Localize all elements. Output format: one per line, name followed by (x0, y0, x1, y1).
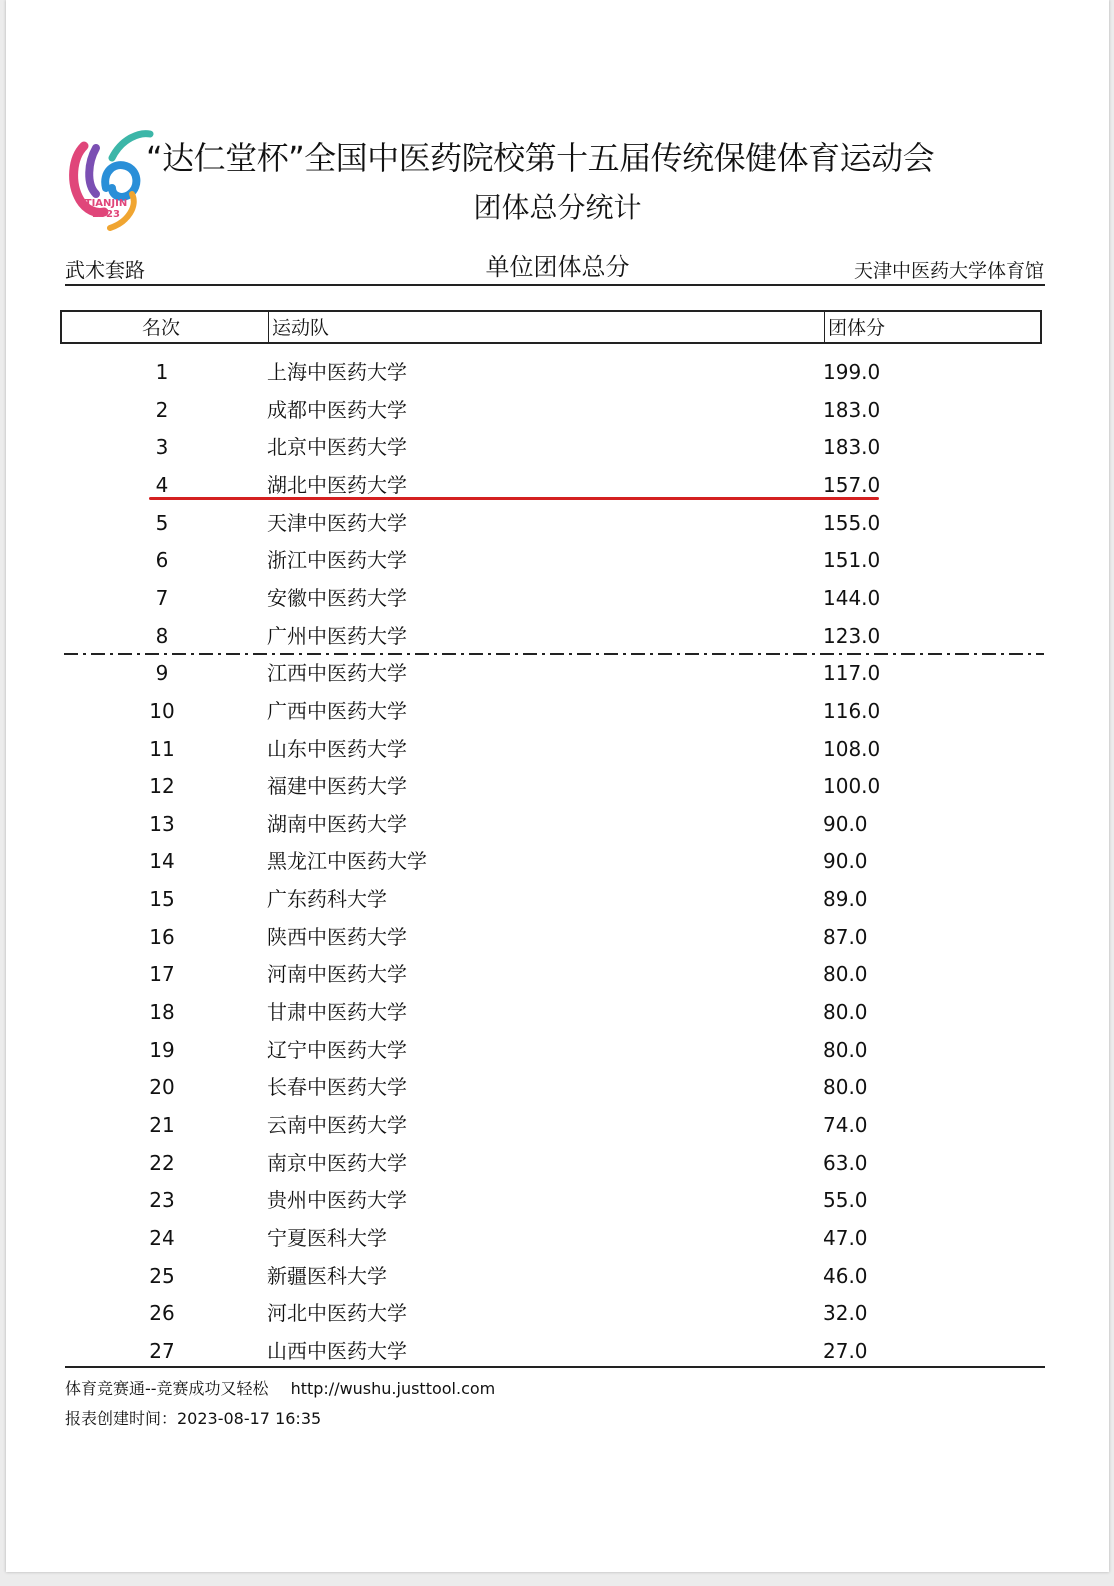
table-row (6, 621, 1109, 651)
col-header-rank: 名次 (142, 317, 181, 339)
col-header-team: 运动队 (272, 317, 330, 339)
cell-rank: 6 (155, 548, 169, 573)
cell-rank: 2 (155, 397, 169, 422)
cell-rank: 12 (149, 774, 175, 799)
table-row (6, 545, 1109, 575)
table-row (6, 1223, 1109, 1253)
cell-score: 144.0 (823, 585, 881, 610)
cell-team: 南京中医药大学 (267, 1150, 407, 1175)
cell-rank: 21 (149, 1113, 175, 1137)
col-header-score: 团体分 (828, 317, 886, 339)
logo-city: TIANJIN (84, 198, 128, 209)
cell-score: 63.0 (823, 1150, 868, 1175)
cell-rank: 10 (149, 698, 175, 723)
cell-team: 广西中医药大学 (267, 698, 407, 723)
page-subtitle: 团体总分统计 (473, 191, 642, 224)
table-row (6, 470, 1109, 500)
cell-rank: 1 (155, 360, 169, 384)
table-row (6, 959, 1109, 989)
logo-year: 2023 (92, 209, 120, 220)
table-row (6, 508, 1109, 538)
cell-score: 27.0 (823, 1338, 868, 1363)
cell-score: 55.0 (823, 1188, 868, 1213)
cell-score: 74.0 (823, 1113, 868, 1137)
cell-score: 183.0 (823, 435, 881, 460)
cell-team: 贵州中医药大学 (267, 1188, 407, 1213)
cell-rank: 7 (155, 585, 169, 610)
cell-rank: 25 (149, 1263, 175, 1288)
cell-score: 157.0 (823, 472, 881, 497)
cell-team: 江西中医药大学 (267, 661, 407, 686)
cell-rank: 27 (149, 1338, 175, 1363)
cell-team: 山东中医药大学 (267, 736, 407, 761)
document-page (6, 0, 1109, 1572)
cell-rank: 18 (149, 1000, 175, 1025)
table-row (6, 922, 1109, 952)
cell-team: 黑龙江中医药大学 (267, 849, 427, 874)
cell-team: 成都中医药大学 (267, 397, 407, 422)
cell-team: 安徽中医药大学 (267, 585, 407, 610)
cell-rank: 24 (149, 1225, 175, 1250)
table-row (6, 583, 1109, 613)
cell-rank: 11 (149, 736, 175, 761)
cell-rank: 8 (155, 623, 169, 648)
cell-team: 河北中医药大学 (267, 1301, 407, 1326)
cell-team: 宁夏医科大学 (267, 1225, 387, 1250)
cell-rank: 15 (149, 887, 175, 912)
cell-team: 湖南中医药大学 (267, 811, 407, 836)
table-row (6, 809, 1109, 839)
footer-url: http://wushu.justtool.com (290, 1379, 496, 1398)
col-divider (824, 312, 825, 342)
table-row (6, 1072, 1109, 1102)
cell-team: 长春中医药大学 (267, 1075, 407, 1100)
cell-team: 甘肃中医药大学 (267, 1000, 407, 1025)
table-row (6, 1298, 1109, 1328)
cell-rank: 4 (155, 472, 169, 497)
footer-slogan: 体育竞赛通--竞赛成功又轻松 (65, 1379, 269, 1398)
cell-score: 87.0 (823, 924, 868, 949)
cell-score: 80.0 (823, 1075, 868, 1100)
cell-team: 山西中医药大学 (267, 1338, 407, 1363)
table-row (6, 1110, 1109, 1140)
cell-score: 123.0 (823, 623, 881, 648)
cell-score: 183.0 (823, 397, 881, 422)
venue: 天津中医药大学体育馆 (853, 260, 1044, 282)
table-bottom-rule (65, 1366, 1045, 1368)
cell-rank: 13 (149, 811, 175, 836)
cell-score: 47.0 (823, 1225, 868, 1250)
table-header (60, 310, 1042, 344)
cell-score: 199.0 (823, 360, 881, 384)
table-row (6, 357, 1109, 387)
dashed-divider (64, 652, 1044, 656)
cell-rank: 3 (155, 435, 169, 460)
footer-line (65, 1378, 495, 1400)
cell-team: 天津中医药大学 (267, 510, 407, 535)
cell-team: 广东药科大学 (267, 887, 387, 912)
table-row (6, 771, 1109, 801)
cell-score: 89.0 (823, 887, 868, 912)
table-row (6, 846, 1109, 876)
cell-score: 80.0 (823, 962, 868, 987)
cell-team: 辽宁中医药大学 (267, 1037, 407, 1062)
cell-score: 90.0 (823, 811, 868, 836)
table-row (6, 734, 1109, 764)
cell-rank: 16 (149, 924, 175, 949)
cell-team: 河南中医药大学 (267, 962, 407, 987)
cell-score: 32.0 (823, 1301, 868, 1326)
cell-rank: 19 (149, 1037, 175, 1062)
table-row (6, 997, 1109, 1027)
table-row (6, 1148, 1109, 1178)
cell-team: 云南中医药大学 (267, 1113, 407, 1137)
table-row (6, 1035, 1109, 1065)
cell-score: 90.0 (823, 849, 868, 874)
cell-rank: 5 (155, 510, 169, 535)
table-row (6, 1261, 1109, 1291)
cell-team: 上海中医药大学 (267, 360, 407, 384)
cell-rank: 23 (149, 1188, 175, 1213)
cell-team: 北京中医药大学 (267, 435, 407, 460)
cell-score: 151.0 (823, 548, 881, 573)
cell-score: 100.0 (823, 774, 881, 799)
cell-score: 80.0 (823, 1037, 868, 1062)
cell-score: 155.0 (823, 510, 881, 535)
event-category: 武术套路 (65, 258, 145, 282)
table-row (6, 432, 1109, 462)
cell-team: 新疆医科大学 (267, 1263, 387, 1288)
report-created-time: 报表创建时间：2023-08-17 16:35 (65, 1409, 322, 1428)
table-row (6, 1336, 1109, 1366)
cell-rank: 26 (149, 1301, 175, 1326)
cell-rank: 9 (155, 661, 169, 686)
table-row (6, 658, 1109, 688)
header-divider (65, 284, 1045, 286)
cell-team: 湖北中医药大学 (267, 472, 407, 497)
cell-rank: 22 (149, 1150, 175, 1175)
report-type: 单位团体总分 (485, 253, 630, 281)
page-title: “达仁堂杯”全国中医药院校第十五届传统保健体育运动会 (146, 139, 935, 177)
cell-rank: 14 (149, 849, 175, 874)
table-row (6, 884, 1109, 914)
cell-score: 117.0 (823, 661, 881, 686)
cell-score: 46.0 (823, 1263, 868, 1288)
cell-team: 福建中医药大学 (267, 774, 407, 799)
cell-rank: 20 (149, 1075, 175, 1100)
cell-score: 116.0 (823, 698, 881, 723)
col-divider (268, 312, 269, 342)
table-row (6, 1185, 1109, 1215)
red-underline-marker (149, 497, 879, 500)
cell-score: 108.0 (823, 736, 881, 761)
cell-rank: 17 (149, 962, 175, 987)
cell-score: 80.0 (823, 1000, 868, 1025)
cell-team: 广州中医药大学 (267, 623, 407, 648)
cell-team: 浙江中医药大学 (267, 548, 407, 573)
table-row (6, 696, 1109, 726)
table-row (6, 395, 1109, 425)
cell-team: 陕西中医药大学 (267, 924, 407, 949)
